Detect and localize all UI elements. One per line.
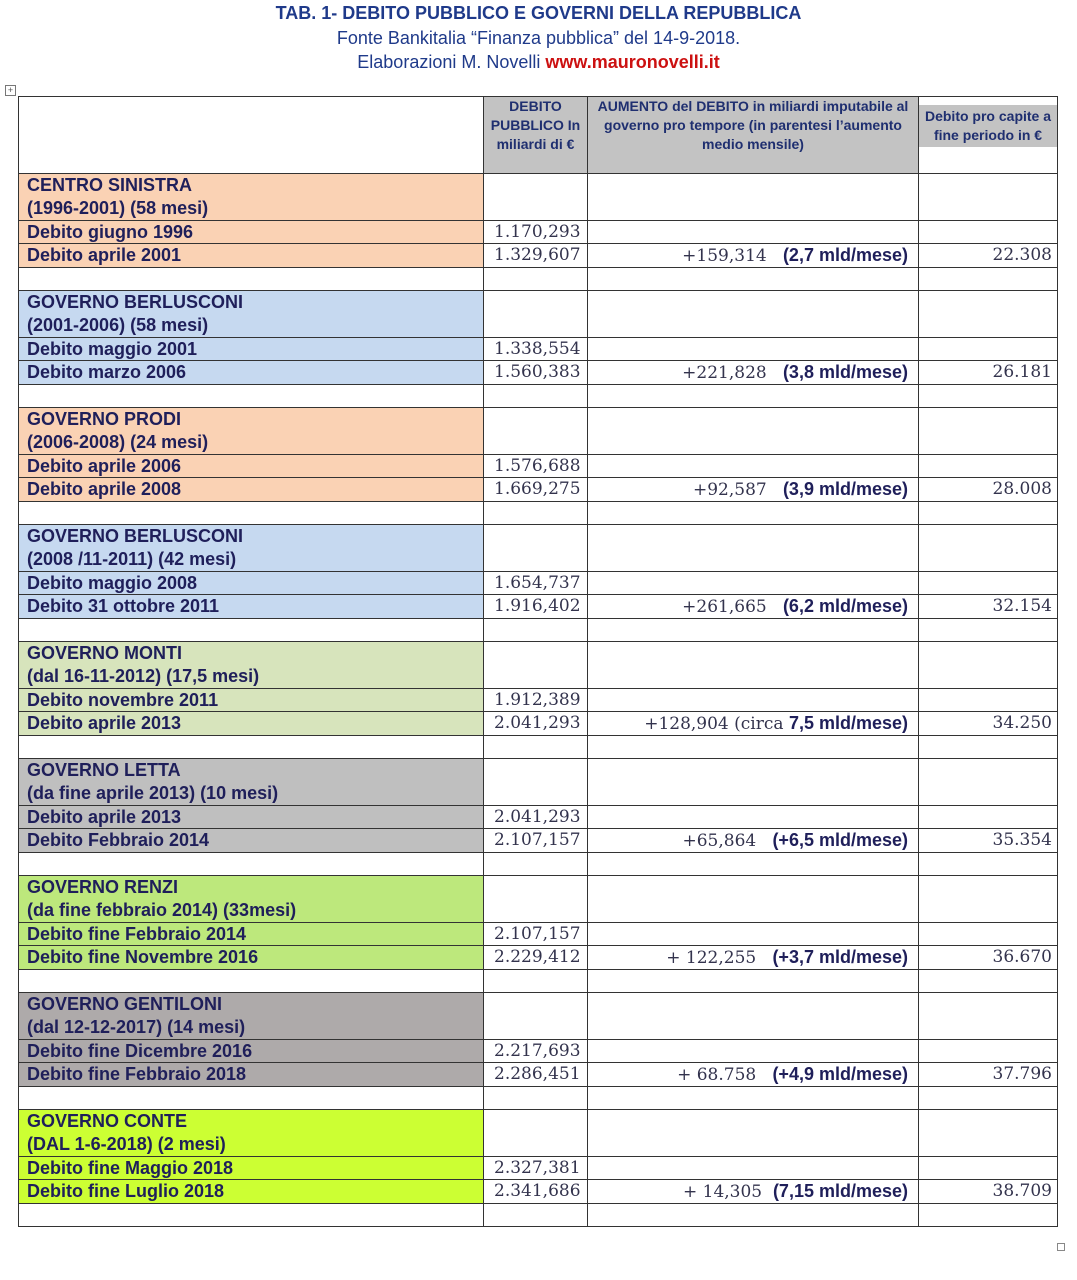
- per-capita-value: 22.308: [919, 244, 1058, 268]
- debt-end-label: Debito aprile 2013: [19, 712, 484, 736]
- increase-amount: + 122,255: [666, 948, 773, 968]
- debt-start-value: 2.107,157: [484, 923, 588, 946]
- empty-cell: [484, 759, 588, 806]
- increase-amount: + 14,305: [682, 1182, 773, 1202]
- spacer-row: [19, 970, 1058, 993]
- credit-prefix: Elaborazioni M. Novelli: [357, 52, 546, 72]
- empty-cell: [919, 1040, 1058, 1063]
- empty-cell: [919, 502, 1058, 525]
- empty-cell: [484, 525, 588, 572]
- table-body: [19, 174, 1058, 1227]
- debt-start-label: Debito aprile 2013: [19, 806, 484, 829]
- debt-start-row: [19, 455, 1058, 478]
- government-period: (da fine febbraio 2014) (33mesi): [27, 900, 297, 920]
- debt-end-value: 1.560,383: [484, 361, 588, 385]
- table-resize-handle-icon[interactable]: [1057, 1243, 1065, 1251]
- debt-start-label: Debito maggio 2008: [19, 572, 484, 595]
- debt-increase: [588, 361, 919, 385]
- per-capita-value: 26.181: [919, 361, 1058, 385]
- empty-cell: [588, 408, 919, 455]
- empty-cell: [19, 268, 484, 291]
- debt-start-row: [19, 338, 1058, 361]
- debt-start-label: Debito novembre 2011: [19, 689, 484, 712]
- empty-cell: [484, 502, 588, 525]
- empty-cell: [484, 1087, 588, 1110]
- empty-cell: [588, 291, 919, 338]
- debt-start-row: [19, 806, 1058, 829]
- increase-amount: +92,587: [692, 480, 783, 500]
- government-title-row: [19, 1110, 1058, 1157]
- government-period: (dal 12-12-2017) (14 mesi): [27, 1017, 246, 1037]
- debt-end-value: 1.329,607: [484, 244, 588, 268]
- debt-start-label: Debito maggio 2001: [19, 338, 484, 361]
- debt-start-value: 1.654,737: [484, 572, 588, 595]
- debt-increase: [588, 478, 919, 502]
- empty-cell: [19, 1087, 484, 1110]
- empty-cell: [588, 572, 919, 595]
- government-period: (2001-2006) (58 mesi): [27, 315, 209, 335]
- increase-amount: +128,904 (circa: [644, 714, 789, 734]
- debt-increase: [588, 1180, 919, 1204]
- empty-cell: [919, 455, 1058, 478]
- government-title-row: [19, 642, 1058, 689]
- government-period: (1996-2001) (58 mesi): [27, 198, 209, 218]
- table-header-row: [19, 97, 1058, 174]
- spacer-row: [19, 1204, 1058, 1227]
- empty-cell: [588, 1087, 919, 1110]
- government-name: CENTRO SINISTRA: [27, 175, 193, 195]
- debt-end-value: 2.107,157: [484, 829, 588, 853]
- empty-cell: [19, 619, 484, 642]
- monthly-increase: (7,15 mld/mese): [772, 1181, 908, 1201]
- monthly-increase: 7,5 mld/mese): [788, 713, 908, 733]
- empty-cell: [588, 268, 919, 291]
- government-title: [19, 993, 484, 1040]
- increase-amount: +159,314: [682, 246, 783, 266]
- empty-cell: [484, 619, 588, 642]
- government-title-row: [19, 993, 1058, 1040]
- empty-cell: [588, 502, 919, 525]
- empty-cell: [588, 455, 919, 478]
- increase-amount: +65,864: [682, 831, 773, 851]
- government-name: GOVERNO GENTILONI: [27, 994, 223, 1014]
- government-title-row: [19, 876, 1058, 923]
- government-name: GOVERNO CONTE: [27, 1111, 188, 1131]
- government-title-row: [19, 759, 1058, 806]
- empty-cell: [919, 1110, 1058, 1157]
- empty-cell: [588, 525, 919, 572]
- debt-end-label: Debito fine Novembre 2016: [19, 946, 484, 970]
- empty-cell: [484, 174, 588, 221]
- government-period: (DAL 1-6-2018) (2 mesi): [27, 1134, 226, 1154]
- per-capita-value: 35.354: [919, 829, 1058, 853]
- empty-cell: [588, 970, 919, 993]
- empty-cell: [484, 970, 588, 993]
- empty-cell: [588, 853, 919, 876]
- empty-cell: [484, 736, 588, 759]
- empty-cell: [919, 338, 1058, 361]
- empty-cell: [19, 502, 484, 525]
- government-title: [19, 525, 484, 572]
- debt-end-label: Debito Febbraio 2014: [19, 829, 484, 853]
- debt-end-row: [19, 244, 1058, 268]
- empty-cell: [919, 853, 1058, 876]
- government-period: (2006-2008) (24 mesi): [27, 432, 209, 452]
- debt-start-value: 1.338,554: [484, 338, 588, 361]
- debt-end-label: Debito fine Febbraio 2018: [19, 1063, 484, 1087]
- empty-cell: [588, 1157, 919, 1180]
- debt-start-row: [19, 221, 1058, 244]
- debt-increase: [588, 829, 919, 853]
- website-link[interactable]: www.mauronovelli.it: [545, 52, 720, 72]
- debt-end-label: Debito aprile 2001: [19, 244, 484, 268]
- debt-start-value: 1.912,389: [484, 689, 588, 712]
- debt-end-label: Debito fine Luglio 2018: [19, 1180, 484, 1204]
- empty-cell: [484, 642, 588, 689]
- empty-cell: [919, 174, 1058, 221]
- empty-cell: [19, 853, 484, 876]
- empty-cell: [919, 736, 1058, 759]
- empty-cell: [588, 619, 919, 642]
- debt-start-row: [19, 689, 1058, 712]
- per-capita-value: 32.154: [919, 595, 1058, 619]
- empty-cell: [588, 1204, 919, 1227]
- empty-cell: [588, 385, 919, 408]
- government-title: [19, 174, 484, 221]
- debt-increase: [588, 244, 919, 268]
- government-name: GOVERNO MONTI: [27, 643, 183, 663]
- government-name: GOVERNO PRODI: [27, 409, 182, 429]
- header-per-capita-cell: [919, 97, 1058, 174]
- government-period: (2008 /11-2011) (42 mesi): [27, 549, 237, 569]
- monthly-increase: (+4,9 mld/mese): [772, 1064, 908, 1084]
- empty-cell: [919, 268, 1058, 291]
- government-name: GOVERNO BERLUSCONI: [27, 292, 244, 312]
- government-period: (da fine aprile 2013) (10 mesi): [27, 783, 279, 803]
- empty-cell: [484, 876, 588, 923]
- monthly-increase: (+6,5 mld/mese): [772, 830, 908, 850]
- government-title-row: [19, 408, 1058, 455]
- empty-cell: [588, 923, 919, 946]
- spacer-row: [19, 853, 1058, 876]
- debt-start-label: Debito giugno 1996: [19, 221, 484, 244]
- government-name: GOVERNO RENZI: [27, 877, 179, 897]
- empty-cell: [919, 619, 1058, 642]
- debt-start-label: Debito aprile 2006: [19, 455, 484, 478]
- debt-end-label: Debito 31 ottobre 2011: [19, 595, 484, 619]
- credit-line: [0, 52, 1077, 73]
- spacer-row: [19, 385, 1058, 408]
- empty-cell: [19, 1204, 484, 1227]
- monthly-increase: (3,8 mld/mese): [782, 362, 908, 382]
- debt-end-row: [19, 829, 1058, 853]
- debt-increase: [588, 595, 919, 619]
- debt-end-row: [19, 1063, 1058, 1087]
- spacer-row: [19, 268, 1058, 291]
- increase-amount: +261,665: [682, 597, 783, 617]
- empty-cell: [484, 853, 588, 876]
- debt-start-row: [19, 923, 1058, 946]
- empty-cell: [919, 408, 1058, 455]
- government-name: GOVERNO LETTA: [27, 760, 181, 780]
- spacer-row: [19, 1087, 1058, 1110]
- empty-cell: [588, 806, 919, 829]
- monthly-increase: (3,9 mld/mese): [782, 479, 908, 499]
- debt-start-row: [19, 1040, 1058, 1063]
- debt-end-value: 2.286,451: [484, 1063, 588, 1087]
- empty-cell: [588, 221, 919, 244]
- empty-cell: [484, 268, 588, 291]
- per-capita-value: 34.250: [919, 712, 1058, 736]
- empty-cell: [484, 408, 588, 455]
- debt-end-value: 2.341,686: [484, 1180, 588, 1204]
- per-capita-value: 28.008: [919, 478, 1058, 502]
- empty-cell: [919, 806, 1058, 829]
- government-title: [19, 291, 484, 338]
- empty-cell: [919, 525, 1058, 572]
- government-title: [19, 876, 484, 923]
- empty-cell: [588, 1110, 919, 1157]
- empty-cell: [919, 385, 1058, 408]
- debt-end-value: 1.669,275: [484, 478, 588, 502]
- debt-start-label: Debito fine Maggio 2018: [19, 1157, 484, 1180]
- debt-start-value: 2.041,293: [484, 806, 588, 829]
- government-period: (dal 16-11-2012) (17,5 mesi): [27, 666, 260, 686]
- empty-cell: [919, 970, 1058, 993]
- monthly-increase: (2,7 mld/mese): [782, 245, 908, 265]
- empty-cell: [588, 736, 919, 759]
- debt-increase: [588, 712, 919, 736]
- debt-increase: [588, 946, 919, 970]
- spacer-row: [19, 619, 1058, 642]
- increase-amount: +221,828: [682, 363, 783, 383]
- per-capita-value: 37.796: [919, 1063, 1058, 1087]
- government-title: [19, 1110, 484, 1157]
- empty-cell: [919, 1204, 1058, 1227]
- empty-cell: [919, 291, 1058, 338]
- empty-cell: [588, 993, 919, 1040]
- debt-start-value: 2.217,693: [484, 1040, 588, 1063]
- empty-cell: [588, 642, 919, 689]
- empty-cell: [19, 736, 484, 759]
- debt-end-value: 1.916,402: [484, 595, 588, 619]
- government-title: [19, 759, 484, 806]
- debt-table: [18, 96, 1058, 1227]
- header-empty-cell: [19, 97, 484, 174]
- empty-cell: [919, 1157, 1058, 1180]
- debt-end-row: [19, 595, 1058, 619]
- document-title: TAB. 1- DEBITO PUBBLICO E GOVERNI DELLA REPUBBLICA: [275, 3, 802, 23]
- debt-start-row: [19, 572, 1058, 595]
- debt-end-label: Debito marzo 2006: [19, 361, 484, 385]
- debt-end-value: 2.229,412: [484, 946, 588, 970]
- debt-start-value: 2.327,381: [484, 1157, 588, 1180]
- empty-cell: [919, 221, 1058, 244]
- debt-end-row: [19, 946, 1058, 970]
- empty-cell: [484, 1110, 588, 1157]
- debt-end-row: [19, 712, 1058, 736]
- empty-cell: [919, 572, 1058, 595]
- government-name: GOVERNO BERLUSCONI: [27, 526, 244, 546]
- debt-end-value: 2.041,293: [484, 712, 588, 736]
- debt-start-row: [19, 1157, 1058, 1180]
- debt-start-value: 1.576,688: [484, 455, 588, 478]
- empty-cell: [484, 291, 588, 338]
- empty-cell: [919, 1087, 1058, 1110]
- empty-cell: [588, 689, 919, 712]
- government-title-row: [19, 525, 1058, 572]
- empty-cell: [484, 993, 588, 1040]
- empty-cell: [919, 642, 1058, 689]
- debt-start-label: Debito fine Febbraio 2014: [19, 923, 484, 946]
- empty-cell: [919, 759, 1058, 806]
- debt-start-value: 1.170,293: [484, 221, 588, 244]
- monthly-increase: (+3,7 mld/mese): [772, 947, 908, 967]
- spacer-row: [19, 502, 1058, 525]
- header-per-capita: Debito pro capite a fine periodo in €: [919, 105, 1057, 147]
- monthly-increase: (6,2 mld/mese): [782, 596, 908, 616]
- increase-amount: + 68.758: [677, 1065, 773, 1085]
- per-capita-value: 36.670: [919, 946, 1058, 970]
- empty-cell: [19, 385, 484, 408]
- empty-cell: [588, 174, 919, 221]
- empty-cell: [588, 338, 919, 361]
- source-line: Fonte Bankitalia “Finanza pubblica” del 14-9-2018.: [336, 28, 741, 48]
- debt-end-row: [19, 478, 1058, 502]
- debt-end-row: [19, 1180, 1058, 1204]
- empty-cell: [919, 993, 1058, 1040]
- empty-cell: [919, 876, 1058, 923]
- empty-cell: [588, 1040, 919, 1063]
- government-title: [19, 408, 484, 455]
- header-debt: DEBITO PUBBLICO In miliardi di €: [484, 97, 588, 174]
- header-increase: AUMENTO del DEBITO in miliardi imputabile al governo pro tempore (in parentesi l’aumento medio mensile): [588, 97, 919, 174]
- debt-end-row: [19, 361, 1058, 385]
- empty-cell: [919, 689, 1058, 712]
- empty-cell: [919, 923, 1058, 946]
- empty-cell: [588, 759, 919, 806]
- government-title-row: [19, 291, 1058, 338]
- empty-cell: [588, 876, 919, 923]
- debt-end-label: Debito aprile 2008: [19, 478, 484, 502]
- empty-cell: [484, 385, 588, 408]
- government-title-row: [19, 174, 1058, 221]
- spacer-row: [19, 736, 1058, 759]
- empty-cell: [484, 1204, 588, 1227]
- debt-increase: [588, 1063, 919, 1087]
- empty-cell: [19, 970, 484, 993]
- debt-start-label: Debito fine Dicembre 2016: [19, 1040, 484, 1063]
- per-capita-value: 38.709: [919, 1180, 1058, 1204]
- government-title: [19, 642, 484, 689]
- table-move-handle-icon[interactable]: +: [5, 85, 16, 96]
